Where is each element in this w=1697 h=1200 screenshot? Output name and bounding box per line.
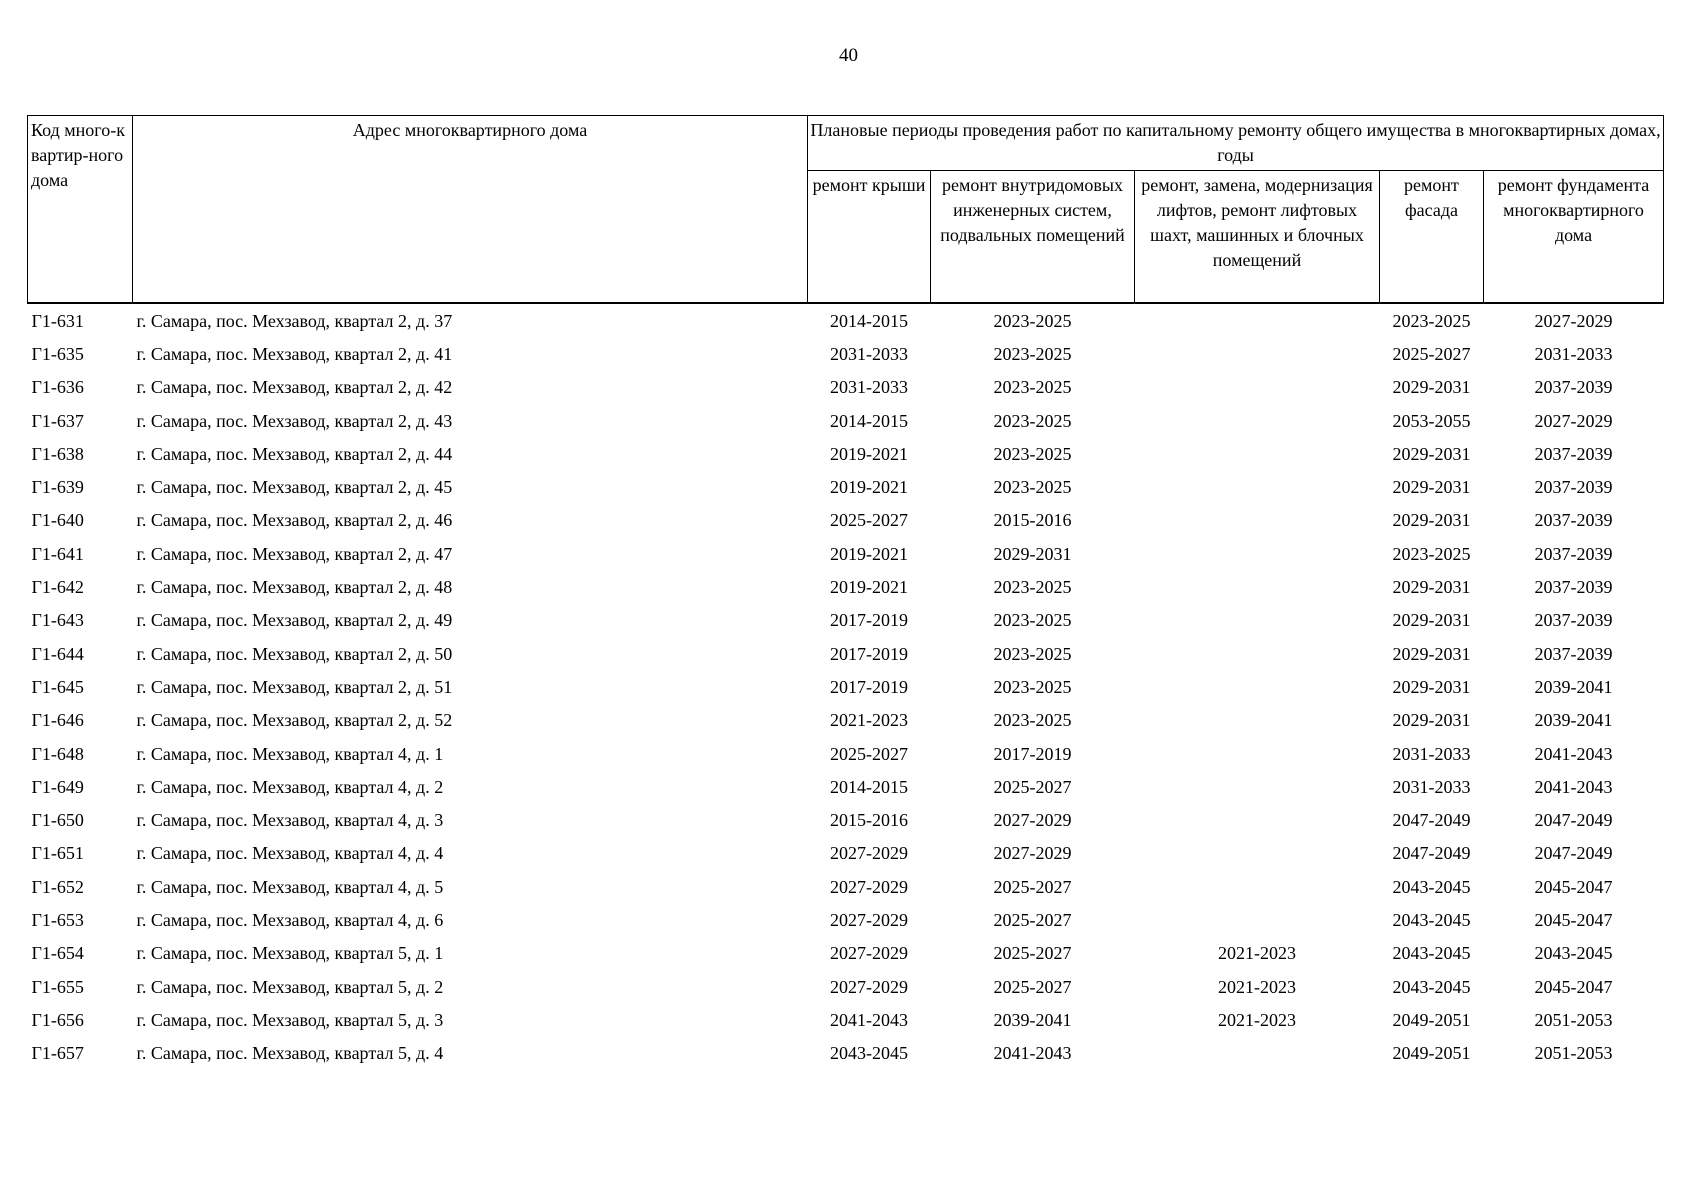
cell-code: Г1-655 <box>31 976 84 997</box>
cell-code: Г1-637 <box>31 410 84 431</box>
cell-code: Г1-639 <box>31 477 84 498</box>
cell-foundation: 2043-2045 <box>1534 943 1613 964</box>
table-body <box>28 303 1664 1070</box>
cell-systems: 2017-2019 <box>993 743 1072 764</box>
cell-address: г. Самара, пос. Мехзавод, квартал 2, д. 44 <box>136 443 453 464</box>
cell-facade: 2043-2045 <box>1392 976 1471 997</box>
cell-foundation: 2047-2049 <box>1534 843 1613 864</box>
cell-address: г. Самара, пос. Мехзавод, квартал 4, д. 2 <box>136 776 444 797</box>
table-row <box>28 903 1664 936</box>
cell-address: г. Самара, пос. Мехзавод, квартал 2, д. 41 <box>136 343 453 364</box>
cell-code: Г1-651 <box>31 843 84 864</box>
cell-systems: 2023-2025 <box>993 710 1072 731</box>
table-row <box>28 870 1664 903</box>
page-number: 40 <box>839 45 858 66</box>
cell-foundation: 2037-2039 <box>1534 577 1613 598</box>
cell-facade: 2025-2027 <box>1392 343 1471 364</box>
cell-systems: 2025-2027 <box>993 909 1072 930</box>
table-row <box>28 637 1664 670</box>
cell-roof: 2014-2015 <box>830 776 908 797</box>
cell-lifts <box>1135 903 1380 936</box>
cell-foundation: 2037-2039 <box>1534 377 1613 398</box>
cell-lifts <box>1135 404 1380 437</box>
cell-foundation: 2047-2049 <box>1534 810 1613 831</box>
cell-facade: 2031-2033 <box>1392 776 1471 797</box>
cell-systems: 2025-2027 <box>993 943 1072 964</box>
cell-code: Г1-641 <box>31 543 84 564</box>
cell-systems: 2025-2027 <box>993 776 1072 797</box>
cell-lifts <box>1135 737 1380 770</box>
cell-lifts <box>1135 604 1380 637</box>
cell-foundation: 2037-2039 <box>1534 610 1613 631</box>
cell-code: Г1-646 <box>31 710 84 731</box>
table-row <box>28 704 1664 737</box>
cell-roof: 2014-2015 <box>830 310 908 331</box>
cell-facade: 2043-2045 <box>1392 909 1471 930</box>
cell-lifts <box>1135 870 1380 903</box>
cell-address: г. Самара, пос. Мехзавод, квартал 2, д. 52 <box>136 710 453 731</box>
cell-foundation: 2051-2053 <box>1534 1009 1613 1030</box>
table-row <box>28 303 1664 337</box>
cell-roof: 2027-2029 <box>830 976 908 997</box>
header-systems: ремонт внутридомовых инженерных систем, подвальных помещений <box>931 171 1135 303</box>
cell-lifts <box>1135 637 1380 670</box>
cell-systems: 2023-2025 <box>993 343 1072 364</box>
cell-code: Г1-654 <box>31 943 84 964</box>
cell-code: Г1-635 <box>31 343 84 364</box>
cell-lifts <box>1135 371 1380 404</box>
cell-roof: 2021-2023 <box>830 710 908 731</box>
cell-roof: 2014-2015 <box>830 410 908 431</box>
cell-code: Г1-642 <box>31 577 84 598</box>
header-lifts: ремонт, замена, модернизация лифтов, ремонт лифтовых шахт, машинных и блочных помещений <box>1135 171 1380 303</box>
cell-foundation: 2051-2053 <box>1534 1043 1613 1064</box>
cell-facade: 2029-2031 <box>1392 610 1471 631</box>
cell-systems: 2023-2025 <box>993 410 1072 431</box>
cell-code: Г1-650 <box>31 810 84 831</box>
table-row <box>28 1037 1664 1070</box>
table-row <box>28 371 1664 404</box>
cell-foundation: 2037-2039 <box>1534 443 1613 464</box>
cell-code: Г1-652 <box>31 876 84 897</box>
cell-roof: 2017-2019 <box>830 610 908 631</box>
table-row <box>28 803 1664 836</box>
cell-code: Г1-636 <box>31 377 84 398</box>
table-row <box>28 670 1664 703</box>
cell-systems: 2039-2041 <box>993 1009 1072 1030</box>
cell-facade: 2053-2055 <box>1392 410 1471 431</box>
table-row <box>28 837 1664 870</box>
cell-facade: 2029-2031 <box>1392 676 1471 697</box>
cell-systems: 2023-2025 <box>993 377 1072 398</box>
cell-code: Г1-648 <box>31 743 84 764</box>
cell-facade: 2043-2045 <box>1392 943 1471 964</box>
header-foundation: ремонт фундамента многоквартирного дома <box>1484 171 1664 303</box>
cell-lifts <box>1135 803 1380 836</box>
cell-roof: 2025-2027 <box>830 510 908 531</box>
header-address: Адрес многоквартирного дома <box>133 116 808 304</box>
cell-lifts <box>1135 670 1380 703</box>
cell-lifts <box>1135 437 1380 470</box>
cell-facade: 2029-2031 <box>1392 510 1471 531</box>
cell-roof: 2019-2021 <box>830 543 908 564</box>
cell-systems: 2027-2029 <box>993 810 1072 831</box>
cell-foundation: 2027-2029 <box>1534 410 1613 431</box>
cell-address: г. Самара, пос. Мехзавод, квартал 2, д. 50 <box>136 643 453 664</box>
cell-systems: 2023-2025 <box>993 610 1072 631</box>
cell-systems: 2027-2029 <box>993 843 1072 864</box>
cell-roof: 2025-2027 <box>830 743 908 764</box>
cell-roof: 2019-2021 <box>830 477 908 498</box>
cell-facade: 2029-2031 <box>1392 643 1471 664</box>
cell-lifts: 2021-2023 <box>1218 1009 1296 1030</box>
cell-foundation: 2045-2047 <box>1534 876 1613 897</box>
cell-code: Г1-638 <box>31 443 84 464</box>
cell-address: г. Самара, пос. Мехзавод, квартал 4, д. 3 <box>136 810 444 831</box>
cell-address: г. Самара, пос. Мехзавод, квартал 2, д. 51 <box>136 676 453 697</box>
cell-foundation: 2041-2043 <box>1534 776 1613 797</box>
cell-roof: 2041-2043 <box>830 1009 908 1030</box>
table-row <box>28 970 1664 1003</box>
cell-lifts <box>1135 470 1380 503</box>
cell-lifts <box>1135 1037 1380 1070</box>
cell-address: г. Самара, пос. Мехзавод, квартал 4, д. 4 <box>136 843 444 864</box>
cell-systems: 2023-2025 <box>993 643 1072 664</box>
cell-facade: 2029-2031 <box>1392 577 1471 598</box>
cell-facade: 2029-2031 <box>1392 477 1471 498</box>
table-row <box>28 404 1664 437</box>
cell-roof: 2031-2033 <box>830 377 908 398</box>
cell-roof: 2027-2029 <box>830 876 908 897</box>
table-row <box>28 770 1664 803</box>
header-roof: ремонт крыши <box>808 171 931 303</box>
cell-lifts <box>1135 570 1380 603</box>
cell-facade: 2029-2031 <box>1392 710 1471 731</box>
cell-systems: 2015-2016 <box>993 510 1072 531</box>
cell-foundation: 2037-2039 <box>1534 477 1613 498</box>
capital-repair-table <box>27 115 1664 1070</box>
cell-address: г. Самара, пос. Мехзавод, квартал 4, д. 5 <box>136 876 444 897</box>
cell-address: г. Самара, пос. Мехзавод, квартал 4, д. 1 <box>136 743 444 764</box>
cell-address: г. Самара, пос. Мехзавод, квартал 2, д. 48 <box>136 577 453 598</box>
cell-systems: 2029-2031 <box>993 543 1072 564</box>
table-row <box>28 570 1664 603</box>
cell-code: Г1-644 <box>31 643 84 664</box>
cell-lifts <box>1135 770 1380 803</box>
cell-systems: 2023-2025 <box>993 676 1072 697</box>
cell-address: г. Самара, пос. Мехзавод, квартал 2, д. 42 <box>136 377 453 398</box>
cell-code: Г1-657 <box>31 1043 84 1064</box>
cell-roof: 2015-2016 <box>830 810 908 831</box>
cell-roof: 2027-2029 <box>830 943 908 964</box>
cell-systems: 2025-2027 <box>993 876 1072 897</box>
cell-address: г. Самара, пос. Мехзавод, квартал 2, д. 45 <box>136 477 453 498</box>
cell-foundation: 2041-2043 <box>1534 743 1613 764</box>
cell-foundation: 2039-2041 <box>1534 676 1613 697</box>
cell-roof: 2019-2021 <box>830 443 908 464</box>
cell-foundation: 2037-2039 <box>1534 510 1613 531</box>
header-facade: ремонт фасада <box>1380 171 1484 303</box>
cell-roof: 2017-2019 <box>830 676 908 697</box>
cell-roof: 2043-2045 <box>830 1043 908 1064</box>
table-row <box>28 470 1664 503</box>
table-row <box>28 337 1664 370</box>
cell-code: Г1-653 <box>31 909 84 930</box>
cell-foundation: 2039-2041 <box>1534 710 1613 731</box>
cell-address: г. Самара, пос. Мехзавод, квартал 5, д. 3 <box>136 1009 444 1030</box>
cell-lifts <box>1135 537 1380 570</box>
cell-foundation: 2037-2039 <box>1534 543 1613 564</box>
cell-facade: 2023-2025 <box>1392 543 1471 564</box>
cell-address: г. Самара, пос. Мехзавод, квартал 2, д. 47 <box>136 543 453 564</box>
table-header <box>28 116 1664 304</box>
cell-address: г. Самара, пос. Мехзавод, квартал 5, д. 2 <box>136 976 444 997</box>
cell-code: Г1-631 <box>31 310 84 331</box>
cell-roof: 2019-2021 <box>830 577 908 598</box>
table-row <box>28 1003 1664 1036</box>
cell-foundation: 2037-2039 <box>1534 643 1613 664</box>
table-row <box>28 937 1664 970</box>
cell-code: Г1-656 <box>31 1009 84 1030</box>
cell-address: г. Самара, пос. Мехзавод, квартал 2, д. 46 <box>136 510 453 531</box>
cell-code: Г1-643 <box>31 610 84 631</box>
table-row <box>28 437 1664 470</box>
cell-systems: 2023-2025 <box>993 443 1072 464</box>
header-periods: Плановые периоды проведения работ по капитальному ремонту общего имущества в многоквартирных домах, годы <box>808 116 1664 171</box>
cell-systems: 2041-2043 <box>993 1043 1072 1064</box>
cell-lifts <box>1135 303 1380 337</box>
cell-address: г. Самара, пос. Мехзавод, квартал 4, д. 6 <box>136 909 444 930</box>
cell-address: г. Самара, пос. Мехзавод, квартал 2, д. 43 <box>136 410 453 431</box>
cell-facade: 2029-2031 <box>1392 377 1471 398</box>
cell-code: Г1-640 <box>31 510 84 531</box>
cell-systems: 2023-2025 <box>993 310 1072 331</box>
cell-address: г. Самара, пос. Мехзавод, квартал 2, д. 49 <box>136 610 453 631</box>
cell-foundation: 2031-2033 <box>1534 343 1613 364</box>
cell-code: Г1-649 <box>31 776 84 797</box>
cell-roof: 2031-2033 <box>830 343 908 364</box>
cell-address: г. Самара, пос. Мехзавод, квартал 5, д. 1 <box>136 943 444 964</box>
cell-facade: 2049-2051 <box>1392 1043 1471 1064</box>
cell-facade: 2023-2025 <box>1392 310 1471 331</box>
table-row <box>28 604 1664 637</box>
cell-code: Г1-645 <box>31 676 84 697</box>
cell-facade: 2047-2049 <box>1392 843 1471 864</box>
cell-systems: 2025-2027 <box>993 976 1072 997</box>
cell-facade: 2043-2045 <box>1392 876 1471 897</box>
cell-lifts <box>1135 337 1380 370</box>
cell-foundation: 2045-2047 <box>1534 909 1613 930</box>
cell-systems: 2023-2025 <box>993 477 1072 498</box>
cell-roof: 2027-2029 <box>830 843 908 864</box>
cell-lifts <box>1135 837 1380 870</box>
table-row <box>28 504 1664 537</box>
cell-roof: 2027-2029 <box>830 909 908 930</box>
table-row <box>28 537 1664 570</box>
header-code: Код много-квартир-ного дома <box>28 116 133 304</box>
cell-lifts: 2021-2023 <box>1218 943 1296 964</box>
cell-address: г. Самара, пос. Мехзавод, квартал 2, д. 37 <box>136 310 453 331</box>
cell-foundation: 2045-2047 <box>1534 976 1613 997</box>
cell-systems: 2023-2025 <box>993 577 1072 598</box>
cell-lifts: 2021-2023 <box>1218 976 1296 997</box>
cell-facade: 2049-2051 <box>1392 1009 1471 1030</box>
cell-facade: 2047-2049 <box>1392 810 1471 831</box>
cell-roof: 2017-2019 <box>830 643 908 664</box>
cell-lifts <box>1135 504 1380 537</box>
cell-foundation: 2027-2029 <box>1534 310 1613 331</box>
cell-facade: 2031-2033 <box>1392 743 1471 764</box>
cell-facade: 2029-2031 <box>1392 443 1471 464</box>
table-row <box>28 737 1664 770</box>
cell-lifts <box>1135 704 1380 737</box>
cell-address: г. Самара, пос. Мехзавод, квартал 5, д. 4 <box>136 1043 444 1064</box>
